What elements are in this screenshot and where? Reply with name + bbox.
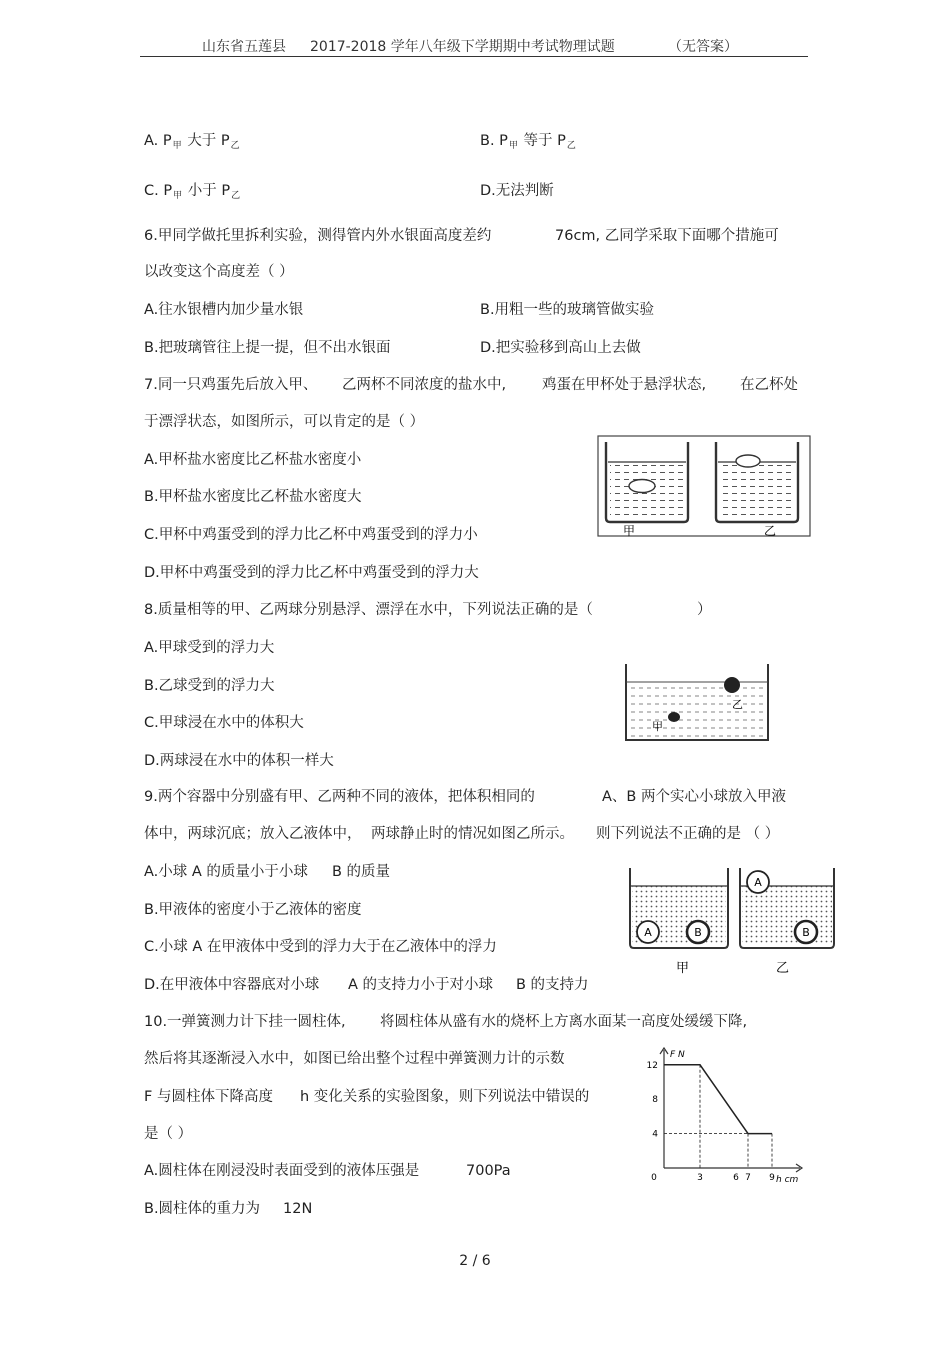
x-tick-label: 0 — [651, 1173, 657, 1183]
q10-stem-a: 10.一弹簧测力计下挂一圆柱体, — [144, 1014, 346, 1030]
x-axis-label: h cm — [776, 1175, 799, 1185]
q9-figure — [624, 864, 840, 976]
x-tick-label: 3 — [697, 1173, 703, 1183]
q8-label-yi: 乙 — [732, 698, 743, 711]
q7-figure — [596, 434, 812, 538]
q7-option-c: C.甲杯中鸡蛋受到的浮力比乙杯中鸡蛋受到的浮力小 — [144, 527, 478, 543]
q7-stem-c: 鸡蛋在甲杯处于悬浮状态, — [542, 377, 707, 393]
q8-option-c: C.甲球浸在水中的体积大 — [144, 715, 304, 731]
q7-option-a: A.甲杯盐水密度比乙杯盐水密度小 — [144, 452, 362, 468]
q10-option-b-2: 12N — [283, 1201, 313, 1217]
q9-option-d-3: B 的支持力 — [516, 977, 589, 993]
q10-guide-lines — [664, 1065, 772, 1168]
q9-option-b: B.甲液体的密度小于乙液体的密度 — [144, 902, 362, 918]
ball-a-yi-label: A — [754, 876, 762, 889]
q9-stem-b: A、B 两个实心小球放入甲液 — [602, 789, 786, 805]
q10-option-a-2: 700Pa — [466, 1163, 511, 1179]
y-tick-label: 4 — [652, 1129, 658, 1140]
q5-option-a: A. $P_甲$ 大于 $P_乙$ — [144, 133, 240, 151]
q9-option-c: C.小球 A 在甲液体中受到的浮力大于在乙液体中的浮力 — [144, 939, 497, 955]
q7-label-yi: 乙 — [764, 524, 777, 538]
q10-stem-e: h 变化关系的实验图象，则下列说法中错误的 — [300, 1089, 590, 1105]
q9-label-yi: 乙 — [776, 961, 790, 976]
page-header — [140, 34, 808, 57]
series-line — [664, 1065, 772, 1134]
q8-figure — [622, 660, 772, 744]
q5-option-d: D.无法判断 — [480, 183, 554, 199]
y-tick-label: 8 — [652, 1095, 658, 1106]
q9-option-d-2: A 的支持力小于对小球 — [348, 977, 494, 993]
q6-stem-b: 76cm, 乙同学采取下面哪个措施可 — [555, 228, 779, 244]
q6-stem-c: 以改变这个高度差（ ） — [144, 264, 294, 280]
q7-stem-b: 乙两杯不同浓度的盐水中, — [342, 377, 507, 393]
header-title: 2017-2018 学年八年级下学期期中考试物理试题 — [310, 39, 615, 55]
q5-option-b: B. $P_甲$ 等于 $P_乙$ — [480, 133, 576, 151]
ball-b-yi-label: B — [802, 926, 810, 939]
header-note: （无答案） — [668, 39, 738, 55]
q6-option-d: D.把实验移到高山上去做 — [480, 340, 641, 356]
q10-option-b-1: B.圆柱体的重力为 — [144, 1201, 261, 1217]
q6-stem-a: 6.甲同学做托里拆利实验，测得管内外水银面高度差约 — [144, 228, 492, 244]
q7-option-b: B.甲杯盐水密度比乙杯盐水密度大 — [144, 489, 362, 505]
y-tick-label: 12 — [646, 1060, 658, 1071]
q10-stem-b: 将圆柱体从盛有水的烧杯上方离水面某一高度处缓缓下降, — [380, 1014, 748, 1030]
q6-option-b: B.用粗一些的玻璃管做实验 — [480, 302, 655, 318]
q7-option-d: D.甲杯中鸡蛋受到的浮力比乙杯中鸡蛋受到的浮力大 — [144, 565, 479, 581]
q9-stem-e: 则下列说法不正确的是 （ ） — [596, 826, 780, 842]
q10-chart — [640, 1044, 810, 1188]
q9-stem-a: 9.两个容器中分别盛有甲、乙两种不同的液体，把体积相同的 — [144, 789, 535, 805]
q9-option-a-1: A.小球 A 的质量小于小球 — [144, 864, 308, 880]
q6-option-c: B.把玻璃管往上提一提，但不出水银面 — [144, 340, 391, 356]
egg-jia — [629, 480, 655, 493]
q10-stem-d: F 与圆柱体下降高度 — [144, 1089, 273, 1105]
q7-label-jia: 甲 — [623, 524, 636, 538]
header-school: 山东省五莲县 — [202, 39, 286, 55]
q8-stem-b: ） — [697, 602, 712, 618]
container-jia — [630, 868, 728, 948]
egg-yi — [736, 455, 760, 467]
q7-stem-e: 于漂浮状态，如图所示，可以肯定的是（ ） — [144, 414, 425, 430]
q9-label-jia: 甲 — [676, 961, 690, 976]
ball-yi — [724, 677, 740, 693]
q8-option-d: D.两球浸在水中的体积一样大 — [144, 753, 334, 769]
x-tick-label: 7 — [745, 1173, 751, 1183]
ball-a-jia-label: A — [644, 926, 652, 939]
q8-label-jia: 甲 — [652, 720, 663, 733]
q6-option-a: A.往水银槽内加少量水银 — [144, 302, 304, 318]
x-tick-label: 6 — [733, 1173, 739, 1183]
q9-option-d-1: D.在甲液体中容器底对小球 — [144, 977, 320, 993]
ball-jia — [668, 712, 680, 722]
q7-stem-d: 在乙杯处 — [740, 377, 798, 393]
q10-stem-c: 然后将其逐渐浸入水中，如图已给出整个过程中弹簧测力计的示数 — [144, 1051, 565, 1067]
container-yi — [740, 868, 834, 948]
beaker-yi — [716, 442, 798, 522]
q8-option-b: B.乙球受到的浮力大 — [144, 678, 275, 694]
q10-stem-f: 是（ ） — [144, 1126, 193, 1142]
q9-option-a-2: B 的质量 — [332, 864, 391, 880]
q9-stem-c: 体中，两球沉底；放入乙液体中， — [144, 826, 362, 842]
q8-stem-a: 8.质量相等的甲、乙两球分别悬浮、漂浮在水中，下列说法正确的是（ — [144, 602, 593, 618]
page-number: 2 / 6 — [459, 1253, 491, 1269]
beaker-jia — [606, 442, 688, 522]
q8-option-a: A.甲球受到的浮力大 — [144, 640, 275, 656]
q10-option-a-1: A.圆柱体在刚浸没时表面受到的液体压强是 — [144, 1163, 420, 1179]
x-tick-label: 9 — [769, 1173, 775, 1183]
ball-b-jia-label: B — [694, 926, 702, 939]
q7-stem-a: 7.同一只鸡蛋先后放入甲、 — [144, 377, 318, 393]
q9-stem-d: 两球静止时的情况如图乙所示。 — [371, 826, 574, 842]
q5-option-c: C. $P_甲$ 小于 $P_乙$ — [144, 183, 241, 201]
y-axis-label: F N — [670, 1050, 685, 1060]
